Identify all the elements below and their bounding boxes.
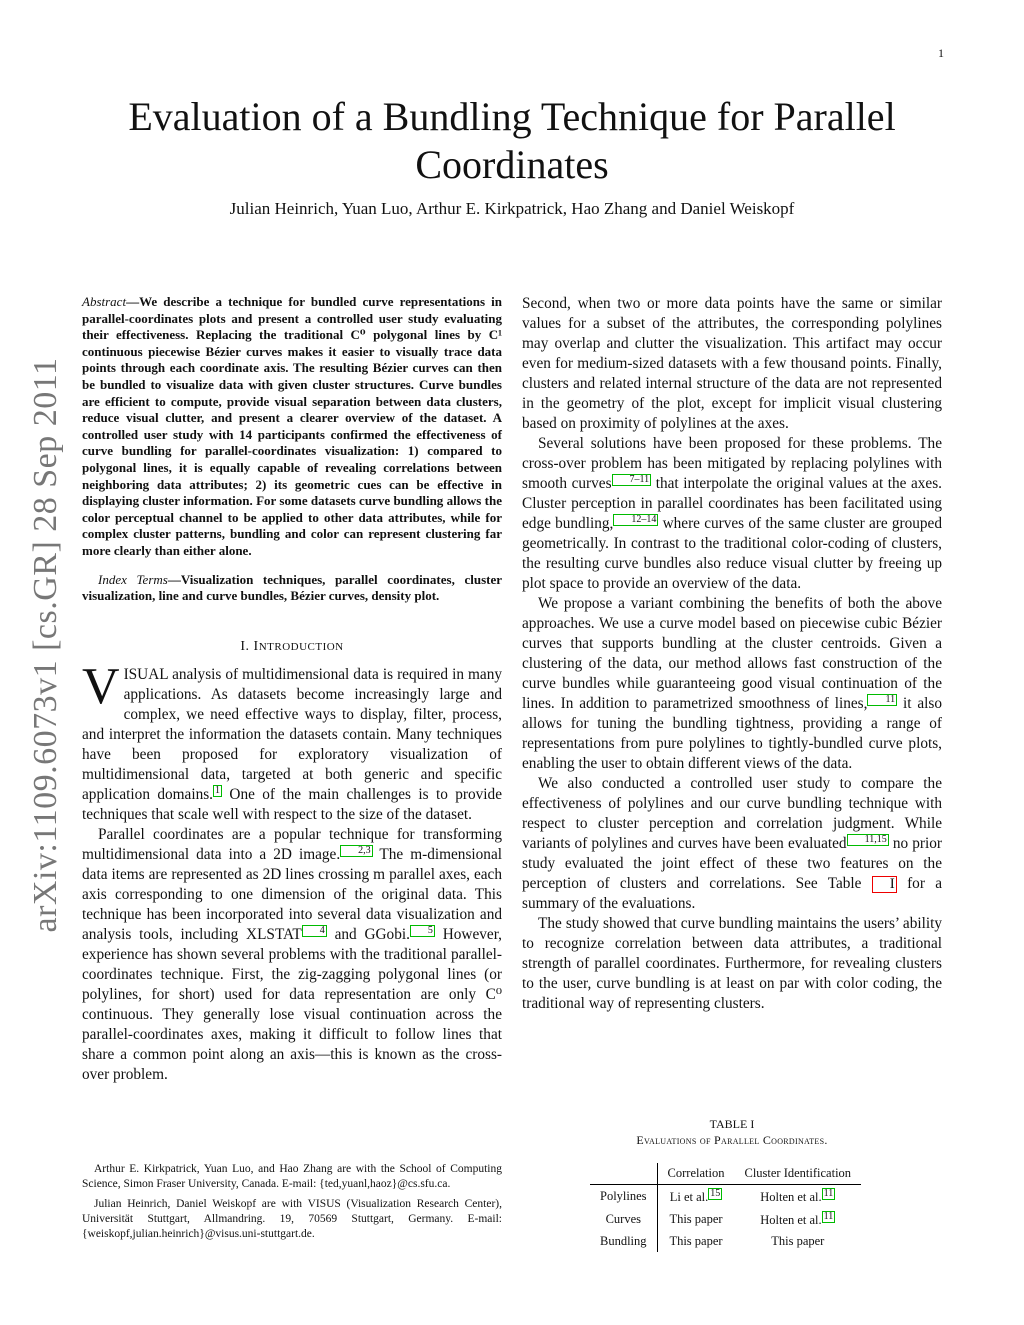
table-row <box>590 1185 861 1209</box>
table-col-header: Correlation <box>657 1163 734 1185</box>
table-header-row <box>590 1163 861 1185</box>
table-cell: This paper <box>669 1212 723 1227</box>
intro-p1-text-b: One of the main challenges is to provide techniques that scale well with respect to the size of the dataset. <box>82 785 502 823</box>
citation-link[interactable]: 11,15 <box>847 834 889 846</box>
table-cell <box>657 1185 734 1209</box>
citation-link[interactable]: 4 <box>302 925 327 937</box>
table-row-label: Curves <box>590 1208 657 1231</box>
citation-link[interactable]: 11 <box>823 1188 834 1199</box>
table-cell <box>734 1185 861 1209</box>
table-row-label: Bundling <box>590 1231 657 1252</box>
intro-p1-text-a: ISUAL analysis of multidimensional data is required in many applications. As datasets become increasingly large and complex, we need effective ways to display, filter, process, and interpret the information the datasets contain. Many techniques have been proposed for exploratory visualization of multidimensional data, targeted at both generic and specific application domains. <box>82 665 502 803</box>
author-list: Julian Heinrich, Yuan Luo, Arthur E. Kirkpatrick, Hao Zhang and Daniel Weiskopf <box>229 199 795 218</box>
intro-p2-text-a: Parallel coordinates are a popular technique for transforming multidimensional data into a 2D image. <box>82 825 502 863</box>
right-p2-text-c: where curves of the same cluster are grouped geometrically. In contrast to the traditional color-coding of clusters, the resulting curve bundles also reduce visual clutter by freeing up plot space to provide an overview of the data. <box>522 515 942 593</box>
right-paragraph-4 <box>522 774 942 914</box>
footnote-2: Julian Heinrich, Daniel Weiskopf are with VISUS (Visualization Research Center), Universität Stuttgart, Allmandring. 19, 70569 Stuttgart, Germany. E-mail: {weiskopf,julian.heinrich}@visus.uni-stuttgart.de. <box>82 1197 502 1241</box>
section-title-first: I <box>253 638 259 654</box>
citation-link[interactable]: 2,3 <box>340 845 373 857</box>
abstract-text: —We describe a technique for bundled curve representations in parallel-coordinates plots and present a controlled user study evaluating their effectiveness. Replacing the traditional C⁰ polygonal lines by C¹ continuous piecewise Bézier curves makes it easier to visually trace data points through each coordinate axis. The resulting Bézier curves can then be bundled to visualize data with given cluster structures. Curve bundles are efficient to compute, provide visual separation between data clusters, reduce visual clutter, and present a clearer overview of the dataset. A controlled user study with 14 participants confirmed the effectiveness of curve bundling for parallel-coordinates visualization: 1) compared to polygonal lines, it is equally capable of revealing correlations between neighboring data attributes; 2) its geometric cues can be effective in displaying cluster information. For some datasets curve bundling allows the color perceptual channel to be applied to other data attributes, while for complex cluster patterns, bundling and color can represent clustering far more clearly than either alone. <box>82 294 502 558</box>
citation-link[interactable]: 11 <box>867 694 897 706</box>
right-p4-text-a: We also conducted a controlled user study to compare the effectiveness of polylines and our curve bundling technique with respect to cluster perception and correlation judgment. While variants of polylines and curves have been evaluated <box>522 775 942 853</box>
intro-paragraph-2 <box>82 825 502 1085</box>
arxiv-identifier-text: arXiv:1109.6073v1 [cs.GR] 28 Sep 2011 <box>27 357 64 933</box>
cell-text: Holten et al. <box>760 1213 822 1228</box>
table-col-header: Cluster Identification <box>734 1163 861 1185</box>
table-caption-text: Evaluations of Parallel Coordinates. <box>636 1133 828 1147</box>
table-label: TABLE I <box>709 1117 755 1131</box>
section-title-rest: NTRODUCTION <box>258 640 344 653</box>
cell-text: Holten et al. <box>760 1190 822 1205</box>
citation-link[interactable]: 1 <box>215 784 221 796</box>
title-line-1: Evaluation of a Bundling Technique for Parallel <box>128 94 896 139</box>
table-row <box>590 1231 861 1252</box>
footnote-1: Arthur E. Kirkpatrick, Yuan Luo, and Hao Zhang are with the School of Computing Science, Simon Fraser University, Canada. E-mail: {ted,yuanl,haoz}@cs.sfu.ca. <box>82 1163 502 1191</box>
evaluations-table <box>590 1163 861 1252</box>
right-p4-text-c: for a summary of the evaluations. <box>522 875 942 913</box>
intro-p2-text-d: However, experience has shown several problems with the traditional parallel-coordinates technique. First, the zig-zagging polygonal lines (or polylines, for short) used for data representation are only C⁰ continuous. They generally lose visual continuation across the parallel-coordinates axes, making it difficult to follow lines that share a common point along an axis—this is known as the cross-over problem. <box>82 925 502 1083</box>
section-heading <box>82 639 502 655</box>
intro-paragraph-1 <box>82 657 502 825</box>
author-footnotes <box>82 1162 502 1246</box>
index-terms-label: Index Terms <box>98 571 168 587</box>
abstract <box>82 294 502 560</box>
page-number: 1 <box>938 46 944 60</box>
table-caption <box>522 1116 942 1148</box>
right-paragraph-2 <box>522 434 942 594</box>
citation-link[interactable]: 15 <box>710 1188 721 1199</box>
table-cell: This paper <box>771 1234 825 1249</box>
citation-link[interactable]: 5 <box>410 925 435 937</box>
citation-link[interactable]: 11 <box>823 1211 834 1223</box>
right-p4-text-b: no prior study evaluated the joint effect of these two features on the perception of clusters and correlations. See Table <box>522 835 943 893</box>
table-row-label: Polylines <box>590 1185 657 1209</box>
right-column <box>522 294 942 1014</box>
table-row <box>590 1208 861 1231</box>
right-p3-text-a: We propose a variant combining the benefits of both the above approaches. We use a curve model based on piecewise cubic Bézier curves that supports bundling at the cluster centroids. Given a clustering of the data, our method allows fast construction of the curve bundles while guaranteeing good visual continuation of the lines. In addition to parametrized smoothness of lines, <box>522 595 942 713</box>
index-terms-text: —Visualization techniques, parallel coordinates, cluster visualization, line and curve bundles, Bézier curves, density plot. <box>82 571 502 604</box>
drop-cap: V <box>82 657 120 715</box>
paper-title <box>100 93 924 189</box>
right-paragraph-1: Second, when two or more data points have the same or similar values for a subset of the attributes, the corresponding polylines may overlap and clutter the visualization. This artifact may occur even for medium-sized datasets with a few thousand points. Finally, clusters and related internal structure of the data are not represented in the geometry of the plot, except for implicit visual clustering based on proximity of polylines at the axes. <box>522 295 942 432</box>
citation-link[interactable]: 12–14 <box>613 514 658 526</box>
section-number: I. <box>240 638 250 654</box>
cell-text: Li et al. <box>669 1190 709 1205</box>
table-reference-link[interactable]: I <box>872 876 897 893</box>
table-cell: This paper <box>669 1234 723 1249</box>
right-p2-text-a: Several solutions have been proposed for these problems. The cross-over problem has been mitigated by replacing polylines with smooth curves <box>522 435 942 493</box>
abstract-label: Abstract <box>82 294 127 309</box>
index-terms <box>82 572 502 605</box>
table-cell <box>734 1208 861 1231</box>
left-column <box>82 294 502 1085</box>
title-line-2: Coordinates <box>415 142 609 187</box>
citation-link[interactable]: 7–11 <box>612 474 652 486</box>
right-paragraph-3 <box>522 594 942 774</box>
intro-p2-text-c: and GGobi. <box>326 925 410 943</box>
table-corner-cell <box>590 1163 657 1185</box>
right-p2-text-b: that interpolate the original values at the axes. Cluster perception in parallel coordinates has been facilitated using edge bundling, <box>522 475 942 533</box>
right-paragraph-5: The study showed that curve bundling maintains the users’ ability to recognize correlation between data attributes, a traditional strength of parallel coordinates. Furthermore, for revealing clusters to the user, curve bundling is at least on par with color coding, the traditional way of representing clusters. <box>522 915 942 1013</box>
intro-p2-text-b: The m-dimensional data items are represented as 2D lines crossing m parallel axes, each axis corresponding to one dimension of the original data. This technique has been incorporated into several data visualization and analysis tools, including XLSTAT <box>82 845 502 943</box>
right-p3-text-b: it also allows for tuning the bundling tightness, providing a range of representations from pure polylines to tightly-bundled curve plots, enabling the user to obtain different views of the data. <box>522 695 943 773</box>
